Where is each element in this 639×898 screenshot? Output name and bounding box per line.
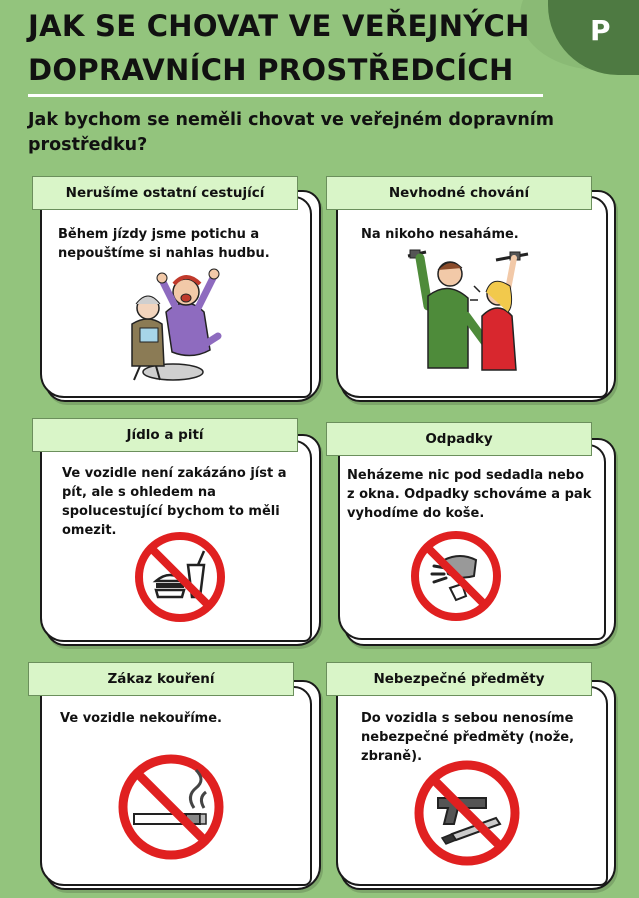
card-header: Nerušíme ostatní cestující (32, 176, 298, 210)
no-littering-icon (410, 530, 502, 622)
card-text: Ve vozidle není zakázáno jíst a pít, ale s ohledem na spolucestující bychom to měli omezit. (62, 466, 287, 538)
parking-p-badge: P (590, 14, 611, 47)
title-underline (28, 94, 543, 97)
card-header: Zákaz kouření (28, 662, 294, 696)
card-text: Ve vozidle nekouříme. (60, 711, 222, 726)
no-food-icon (134, 531, 226, 623)
card-text: Během jízdy jsme potichu a nepouštíme si nahlas hudbu. (58, 227, 270, 261)
loud-passengers-illustration (118, 262, 228, 384)
card-text: Do vozidla s sebou nenosíme nebezpečné předměty (nože, zbraně). (361, 711, 575, 764)
harassment-illustration (402, 246, 538, 376)
no-weapons-icon (412, 758, 522, 868)
page-title: JAK SE CHOVAT VE VEŘEJNÝCH DOPRAVNÍCH PROSTŘEDCÍCH (28, 9, 530, 87)
card-header: Nevhodné chování (326, 176, 592, 210)
card-text: Na nikoho nesaháme. (361, 227, 519, 242)
card-header: Jídlo a pití (32, 418, 298, 452)
no-smoking-icon (116, 752, 226, 862)
card-header: Nebezpečné předměty (326, 662, 592, 696)
card-header: Odpadky (326, 422, 592, 456)
card-text: Neházeme nic pod sedadla nebo z okna. Odpadky schováme a pak vyhodíme do koše. (347, 468, 592, 521)
page-subtitle: Jak bychom se neměli chovat ve veřejném dopravním prostředku? (28, 110, 555, 155)
